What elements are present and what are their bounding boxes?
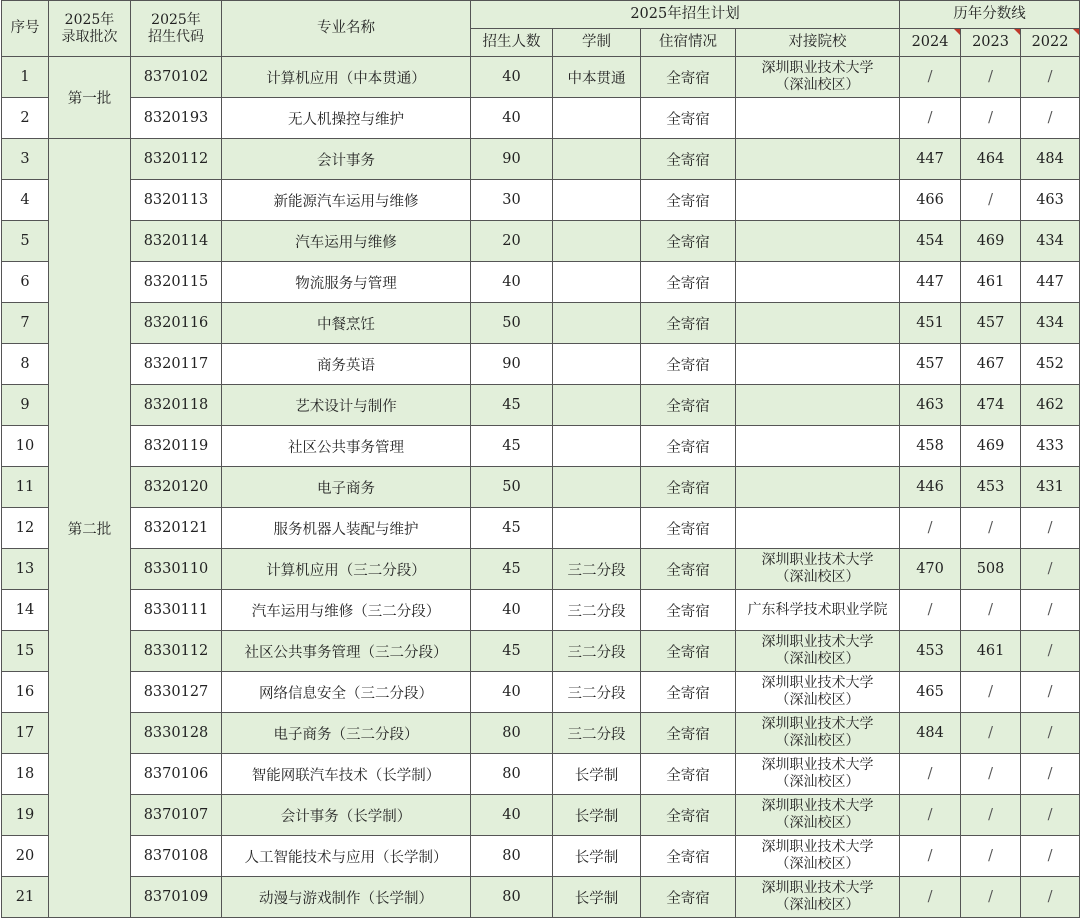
cell-score-2022: 462 (1021, 385, 1080, 426)
cell-count: 80 (471, 713, 553, 754)
partner-line2: （深汕校区） (775, 897, 860, 913)
table-row (2, 467, 1080, 508)
table-row (2, 303, 1080, 344)
cell-score-2023: 467 (961, 344, 1021, 385)
cell-score-2024: 451 (900, 303, 961, 344)
cell-seq: 16 (2, 672, 49, 713)
table-row (2, 590, 1080, 631)
cell-score-2024: 484 (900, 713, 961, 754)
cell-code: 8320112 (131, 139, 222, 180)
cell-major: 会计事务 (222, 139, 471, 180)
cell-batch: 第二批 (49, 139, 131, 918)
cell-seq: 18 (2, 754, 49, 795)
partner-line2: （深汕校区） (775, 815, 860, 831)
cell-score-2024: 465 (900, 672, 961, 713)
cell-score-2022: 452 (1021, 344, 1080, 385)
cell-score-2022: 434 (1021, 303, 1080, 344)
cell-code: 8370102 (131, 57, 222, 98)
header-batch-line1: 2025年 (64, 11, 115, 28)
partner-line1: 深圳职业技术大学 (761, 716, 874, 733)
cell-lodging: 全寄宿 (641, 508, 736, 549)
cell-score-2024: / (900, 590, 961, 631)
cell-code: 8370108 (131, 836, 222, 877)
cell-major: 智能网联汽车技术（长学制） (222, 754, 471, 795)
header-major: 专业名称 (222, 1, 471, 57)
cell-lodging: 全寄宿 (641, 262, 736, 303)
cell-partner (736, 631, 900, 672)
cell-partner (736, 508, 900, 549)
cell-major: 会计事务（长学制） (222, 795, 471, 836)
partner-line1: 深圳职业技术大学 (761, 880, 874, 897)
cell-major: 艺术设计与制作 (222, 385, 471, 426)
header-code-line1: 2025年 (151, 11, 201, 28)
cell-code: 8320121 (131, 508, 222, 549)
cell-score-2022: / (1021, 590, 1080, 631)
cell-score-2023: 508 (961, 549, 1021, 590)
cell-system: 长学制 (553, 754, 641, 795)
cell-partner (736, 754, 900, 795)
cell-lodging: 全寄宿 (641, 877, 736, 918)
table-row (2, 549, 1080, 590)
partner-line2: （深汕校区） (775, 77, 860, 93)
cell-system (553, 344, 641, 385)
cell-system (553, 508, 641, 549)
cell-major: 物流服务与管理 (222, 262, 471, 303)
cell-code: 8320119 (131, 426, 222, 467)
cell-count: 45 (471, 631, 553, 672)
cell-code: 8320115 (131, 262, 222, 303)
partner-line2: （深汕校区） (775, 569, 860, 585)
cell-score-2023: 469 (961, 426, 1021, 467)
cell-count: 40 (471, 672, 553, 713)
cell-lodging: 全寄宿 (641, 344, 736, 385)
cell-lodging: 全寄宿 (641, 180, 736, 221)
cell-score-2024: 454 (900, 221, 961, 262)
cell-code: 8320114 (131, 221, 222, 262)
header-batch (49, 1, 131, 57)
cell-partner (736, 590, 900, 631)
cell-count: 80 (471, 877, 553, 918)
cell-lodging: 全寄宿 (641, 57, 736, 98)
cell-count: 40 (471, 57, 553, 98)
cell-score-2024: 453 (900, 631, 961, 672)
partner-line1: 深圳职业技术大学 (761, 60, 874, 77)
table-row (2, 508, 1080, 549)
cell-count: 90 (471, 344, 553, 385)
cell-score-2022: / (1021, 57, 1080, 98)
cell-code: 8320193 (131, 98, 222, 139)
cell-score-2022: / (1021, 98, 1080, 139)
cell-partner (736, 57, 900, 98)
cell-score-2023: 453 (961, 467, 1021, 508)
cell-score-2024: / (900, 508, 961, 549)
cell-system: 三二分段 (553, 713, 641, 754)
cell-seq: 10 (2, 426, 49, 467)
cell-lodging: 全寄宿 (641, 98, 736, 139)
cell-partner (736, 98, 900, 139)
cell-partner (736, 344, 900, 385)
admission-table (1, 0, 1080, 918)
cell-score-2022: / (1021, 508, 1080, 549)
cell-lodging: 全寄宿 (641, 426, 736, 467)
cell-system (553, 262, 641, 303)
header-plan-group: 2025年招生计划 (471, 1, 900, 29)
cell-major: 汽车运用与维修 (222, 221, 471, 262)
cell-system (553, 426, 641, 467)
cell-count: 40 (471, 795, 553, 836)
cell-partner (736, 713, 900, 754)
partner-line1: 深圳职业技术大学 (761, 552, 874, 569)
cell-count: 45 (471, 426, 553, 467)
cell-partner (736, 180, 900, 221)
cell-major: 社区公共事务管理 (222, 426, 471, 467)
table-row (2, 426, 1080, 467)
header-code (131, 1, 222, 57)
cell-score-2023: / (961, 754, 1021, 795)
cell-system (553, 385, 641, 426)
cell-score-2022: 463 (1021, 180, 1080, 221)
cell-count: 80 (471, 836, 553, 877)
cell-score-2022: / (1021, 713, 1080, 754)
cell-code: 8320120 (131, 467, 222, 508)
table-row (2, 57, 1080, 98)
cell-score-2023: / (961, 57, 1021, 98)
cell-score-2024: 463 (900, 385, 961, 426)
table-row (2, 631, 1080, 672)
cell-major: 无人机操控与维护 (222, 98, 471, 139)
cell-major: 社区公共事务管理（三二分段） (222, 631, 471, 672)
cell-score-2022: 431 (1021, 467, 1080, 508)
cell-score-2022: / (1021, 795, 1080, 836)
cell-score-2023: 457 (961, 303, 1021, 344)
cell-seq: 11 (2, 467, 49, 508)
cell-major: 电子商务 (222, 467, 471, 508)
cell-lodging: 全寄宿 (641, 713, 736, 754)
cell-code: 8330128 (131, 713, 222, 754)
cell-system: 三二分段 (553, 631, 641, 672)
cell-count: 45 (471, 385, 553, 426)
partner-line2: （深汕校区） (775, 692, 860, 708)
cell-partner (736, 385, 900, 426)
cell-count: 40 (471, 262, 553, 303)
cell-seq: 17 (2, 713, 49, 754)
cell-score-2023: / (961, 877, 1021, 918)
cell-partner (736, 139, 900, 180)
cell-code: 8320113 (131, 180, 222, 221)
header-code-line2: 招生代码 (148, 28, 204, 45)
partner-line1: 深圳职业技术大学 (761, 798, 874, 815)
cell-seq: 13 (2, 549, 49, 590)
header-count: 招生人数 (471, 29, 553, 57)
cell-count: 50 (471, 303, 553, 344)
cell-code: 8330112 (131, 631, 222, 672)
cell-system: 中本贯通 (553, 57, 641, 98)
header-system: 学制 (553, 29, 641, 57)
cell-score-2024: / (900, 836, 961, 877)
table-body (2, 57, 1080, 918)
header-year-2024: 2024 (900, 29, 961, 57)
cell-lodging: 全寄宿 (641, 221, 736, 262)
cell-code: 8320116 (131, 303, 222, 344)
cell-major: 电子商务（三二分段） (222, 713, 471, 754)
cell-score-2023: 461 (961, 262, 1021, 303)
cell-lodging: 全寄宿 (641, 590, 736, 631)
cell-score-2022: / (1021, 754, 1080, 795)
cell-score-2022: 434 (1021, 221, 1080, 262)
partner-line1: 深圳职业技术大学 (761, 839, 874, 856)
cell-score-2023: / (961, 672, 1021, 713)
cell-major: 计算机应用（三二分段） (222, 549, 471, 590)
cell-partner (736, 467, 900, 508)
cell-system: 长学制 (553, 877, 641, 918)
cell-code: 8320118 (131, 385, 222, 426)
cell-score-2023: / (961, 836, 1021, 877)
cell-major: 网络信息安全（三二分段） (222, 672, 471, 713)
cell-code: 8370109 (131, 877, 222, 918)
partner-line2: （深汕校区） (775, 774, 860, 790)
cell-count: 30 (471, 180, 553, 221)
cell-partner (736, 262, 900, 303)
cell-code: 8330111 (131, 590, 222, 631)
cell-score-2023: / (961, 795, 1021, 836)
cell-code: 8370107 (131, 795, 222, 836)
cell-score-2022: / (1021, 877, 1080, 918)
cell-major: 计算机应用（中本贯通） (222, 57, 471, 98)
table-row (2, 713, 1080, 754)
cell-seq: 9 (2, 385, 49, 426)
cell-system (553, 180, 641, 221)
table-row (2, 139, 1080, 180)
cell-score-2023: / (961, 713, 1021, 754)
cell-score-2023: 461 (961, 631, 1021, 672)
header-score-group: 历年分数线 (900, 1, 1080, 29)
cell-system (553, 467, 641, 508)
cell-score-2022: / (1021, 836, 1080, 877)
cell-score-2024: 457 (900, 344, 961, 385)
cell-score-2023: / (961, 508, 1021, 549)
cell-lodging: 全寄宿 (641, 467, 736, 508)
cell-partner (736, 426, 900, 467)
header-lodging: 住宿情况 (641, 29, 736, 57)
cell-system: 长学制 (553, 836, 641, 877)
cell-seq: 12 (2, 508, 49, 549)
partner-line1: 广东科学技术职业学院 (747, 601, 888, 618)
header-year-2022: 2022 (1021, 29, 1080, 57)
partner-line1: 深圳职业技术大学 (761, 757, 874, 774)
cell-score-2024: / (900, 877, 961, 918)
cell-major: 商务英语 (222, 344, 471, 385)
cell-system: 长学制 (553, 795, 641, 836)
cell-count: 40 (471, 590, 553, 631)
cell-system: 三二分段 (553, 590, 641, 631)
table-row (2, 98, 1080, 139)
cell-seq: 8 (2, 344, 49, 385)
cell-system (553, 303, 641, 344)
table-row (2, 754, 1080, 795)
cell-score-2022: / (1021, 631, 1080, 672)
cell-score-2022: 447 (1021, 262, 1080, 303)
cell-seq: 5 (2, 221, 49, 262)
cell-seq: 7 (2, 303, 49, 344)
cell-score-2024: / (900, 57, 961, 98)
cell-code: 8330110 (131, 549, 222, 590)
cell-score-2024: 446 (900, 467, 961, 508)
cell-system: 三二分段 (553, 549, 641, 590)
header-row-1 (2, 1, 1080, 29)
cell-batch: 第一批 (49, 57, 131, 139)
cell-lodging: 全寄宿 (641, 836, 736, 877)
cell-count: 50 (471, 467, 553, 508)
cell-seq: 4 (2, 180, 49, 221)
cell-partner (736, 672, 900, 713)
cell-partner (736, 549, 900, 590)
cell-code: 8370106 (131, 754, 222, 795)
cell-score-2024: 458 (900, 426, 961, 467)
cell-lodging: 全寄宿 (641, 139, 736, 180)
cell-system: 三二分段 (553, 672, 641, 713)
partner-line1: 深圳职业技术大学 (761, 675, 874, 692)
header-seq: 序号 (2, 1, 49, 57)
cell-partner (736, 303, 900, 344)
table-row (2, 385, 1080, 426)
cell-lodging: 全寄宿 (641, 631, 736, 672)
cell-partner (736, 877, 900, 918)
table-row (2, 180, 1080, 221)
cell-count: 45 (471, 508, 553, 549)
cell-score-2024: / (900, 795, 961, 836)
cell-score-2022: 484 (1021, 139, 1080, 180)
cell-lodging: 全寄宿 (641, 385, 736, 426)
cell-partner (736, 795, 900, 836)
cell-count: 80 (471, 754, 553, 795)
cell-score-2024: 466 (900, 180, 961, 221)
table-row (2, 795, 1080, 836)
cell-score-2024: 470 (900, 549, 961, 590)
cell-partner (736, 221, 900, 262)
table-row (2, 262, 1080, 303)
cell-count: 90 (471, 139, 553, 180)
cell-seq: 1 (2, 57, 49, 98)
cell-major: 新能源汽车运用与维修 (222, 180, 471, 221)
cell-major: 中餐烹饪 (222, 303, 471, 344)
partner-line2: （深汕校区） (775, 856, 860, 872)
header-partner: 对接院校 (736, 29, 900, 57)
cell-lodging: 全寄宿 (641, 549, 736, 590)
cell-score-2024: 447 (900, 139, 961, 180)
table-row (2, 221, 1080, 262)
cell-seq: 2 (2, 98, 49, 139)
cell-score-2023: 474 (961, 385, 1021, 426)
cell-lodging: 全寄宿 (641, 303, 736, 344)
cell-seq: 19 (2, 795, 49, 836)
cell-seq: 14 (2, 590, 49, 631)
cell-code: 8320117 (131, 344, 222, 385)
table-row (2, 836, 1080, 877)
cell-score-2023: / (961, 98, 1021, 139)
cell-score-2023: 469 (961, 221, 1021, 262)
table-row (2, 877, 1080, 918)
cell-lodging: 全寄宿 (641, 672, 736, 713)
partner-line1: 深圳职业技术大学 (761, 634, 874, 651)
cell-score-2023: / (961, 180, 1021, 221)
cell-seq: 15 (2, 631, 49, 672)
cell-major: 人工智能技术与应用（长学制） (222, 836, 471, 877)
cell-system (553, 139, 641, 180)
header-year-2023: 2023 (961, 29, 1021, 57)
cell-count: 20 (471, 221, 553, 262)
header-batch-line2: 录取批次 (61, 28, 118, 45)
partner-line2: （深汕校区） (775, 733, 860, 749)
partner-line2: （深汕校区） (775, 651, 860, 667)
cell-seq: 20 (2, 836, 49, 877)
cell-count: 45 (471, 549, 553, 590)
cell-lodging: 全寄宿 (641, 795, 736, 836)
cell-major: 汽车运用与维修（三二分段） (222, 590, 471, 631)
cell-score-2023: / (961, 590, 1021, 631)
cell-major: 动漫与游戏制作（长学制） (222, 877, 471, 918)
cell-score-2022: / (1021, 672, 1080, 713)
cell-lodging: 全寄宿 (641, 754, 736, 795)
cell-score-2023: 464 (961, 139, 1021, 180)
table-row (2, 344, 1080, 385)
cell-score-2024: / (900, 98, 961, 139)
cell-seq: 3 (2, 139, 49, 180)
cell-score-2022: 433 (1021, 426, 1080, 467)
cell-system (553, 98, 641, 139)
cell-partner (736, 836, 900, 877)
cell-seq: 6 (2, 262, 49, 303)
cell-major: 服务机器人装配与维护 (222, 508, 471, 549)
table-row (2, 672, 1080, 713)
cell-score-2024: / (900, 754, 961, 795)
cell-code: 8330127 (131, 672, 222, 713)
cell-seq: 21 (2, 877, 49, 918)
cell-count: 40 (471, 98, 553, 139)
cell-score-2024: 447 (900, 262, 961, 303)
cell-score-2022: / (1021, 549, 1080, 590)
cell-system (553, 221, 641, 262)
